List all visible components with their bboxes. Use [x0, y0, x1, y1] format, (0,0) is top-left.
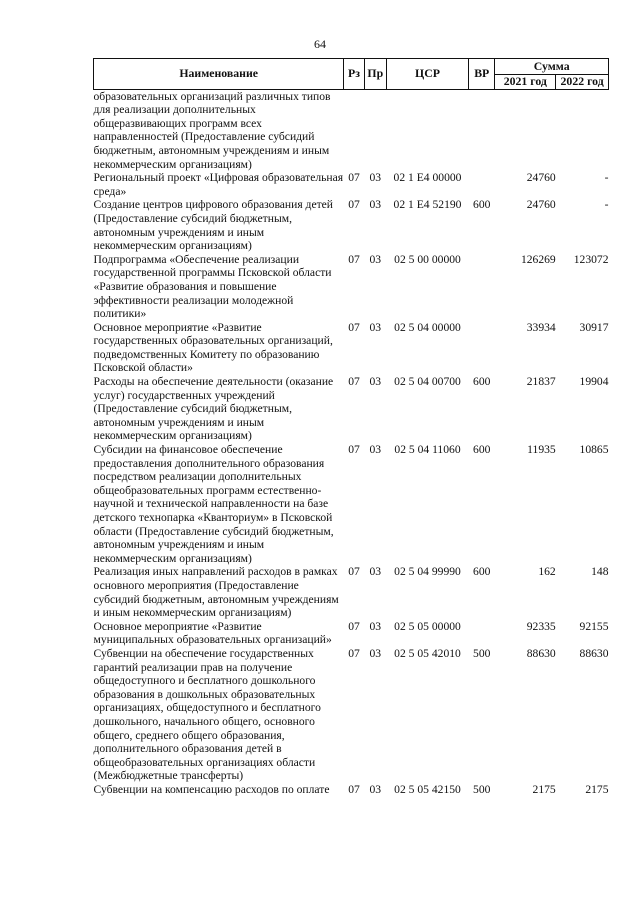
page-number: 64: [314, 37, 326, 51]
row-csr: 02 1 Е4 00000: [393, 171, 462, 185]
row-sum-2022: 123072: [573, 252, 609, 266]
row-csr: 02 5 00 00000: [394, 252, 461, 266]
row-sum-2021: 11935: [527, 443, 556, 457]
row-csr: 02 1 Е4 52190: [393, 198, 462, 212]
row-sum-2021: 24760: [526, 198, 556, 212]
row-rz: 07: [348, 198, 360, 212]
row-sum-2021: 33934: [526, 320, 556, 334]
row-rz: 07: [348, 171, 360, 185]
table-row: [94, 647, 609, 783]
row-sum-2022: -: [604, 198, 609, 212]
row-rz: 07: [348, 320, 360, 334]
row-pr: 03: [369, 375, 382, 389]
row-csr: 02 5 04 00700: [394, 375, 461, 389]
row-pr: 03: [369, 443, 382, 457]
table-row: [94, 375, 609, 443]
row-sum-2022: 92155: [579, 619, 609, 633]
row-rz: 07: [348, 646, 360, 660]
row-vr: [469, 89, 495, 171]
row-vr: 500: [473, 782, 491, 796]
header-name: Наименование: [94, 59, 344, 90]
row-sum-2021: 162: [538, 565, 556, 579]
row-name: Реализация иных направлений расходов в рамках основного мероприятия (Предоставление субсидий бюджетным, автономным учреждениям и иным некоммерческим организациям): [93, 565, 339, 620]
row-sum-2022: 30917: [579, 320, 609, 334]
row-csr: 02 5 04 99990: [394, 565, 461, 579]
row-pr: 03: [369, 320, 382, 334]
row-sum-2021: [495, 89, 556, 171]
header-sum: Сумма: [495, 59, 609, 75]
row-pr: 03: [369, 646, 382, 660]
table-row: [94, 565, 609, 619]
table-body: [94, 89, 609, 796]
row-rz: 07: [348, 375, 360, 389]
table-row: [94, 89, 609, 171]
table-row: [94, 443, 609, 565]
row-vr: 500: [473, 646, 491, 660]
row-sum-2022: 88630: [579, 646, 609, 660]
row-sum-2021: 2175: [532, 782, 556, 796]
row-pr: 03: [369, 565, 382, 579]
row-vr: [469, 620, 495, 647]
row-rz: 07: [348, 782, 360, 796]
row-sum-2022: [556, 89, 609, 171]
row-name: образовательных организаций различных типов для реализации дополнительных общеразвивающих программ всех направленностей (Предоставление субсидий бюджетным, автономным учреждениям и иным некоммерческим организациям): [93, 89, 331, 171]
row-vr: 600: [473, 443, 491, 457]
row-csr: 02 5 05 42150: [394, 782, 461, 796]
row-pr: 03: [369, 619, 382, 633]
row-vr: [469, 171, 495, 198]
table-row: [94, 198, 609, 252]
header-pr: Пр: [364, 59, 386, 90]
header-rz: Рз: [344, 59, 364, 90]
table-header: [94, 59, 609, 90]
row-name: Субвенции на компенсацию расходов по оплате: [93, 782, 330, 796]
row-pr: 03: [369, 198, 382, 212]
table-row: [94, 253, 609, 321]
row-rz: 07: [348, 252, 360, 266]
row-name: Региональный проект «Цифровая образовательная среда»: [93, 171, 344, 198]
row-vr: [469, 321, 495, 375]
row-vr: 600: [473, 198, 491, 212]
header-vr: ВР: [469, 59, 495, 90]
row-pr: [364, 89, 386, 171]
row-sum-2021: 21837: [526, 375, 556, 389]
row-rz: [344, 89, 364, 171]
table-row: [94, 321, 609, 375]
row-name: Создание центров цифрового образования детей (Предоставление субсидий бюджетным, автономным учреждениям и иным некоммерческим организациям): [93, 198, 334, 253]
row-name: Субвенции на обеспечение государственных гарантий реализации прав на получение общедоступного и бесплатного дошкольного образования в дошкольных образовательных организациях, общедоступного и бесплатного дошкольного, начального общего, основного общего, среднего общего образования, дополнительного образования детей в общеобразовательных организациях области (Межбюджетные трансферты): [93, 646, 321, 783]
table-row: [94, 171, 609, 198]
row-name: Основное мероприятие «Развитие муниципальных образовательных организаций»: [93, 619, 332, 647]
row-rz: 07: [348, 619, 360, 633]
row-sum-2021: 88630: [526, 646, 556, 660]
row-sum-2021: 92335: [526, 619, 556, 633]
row-sum-2022: 2175: [585, 782, 609, 796]
row-csr: 02 5 05 00000: [394, 619, 461, 633]
row-vr: [469, 253, 495, 321]
row-pr: 03: [369, 171, 382, 185]
row-rz: 07: [348, 443, 360, 457]
row-csr: 02 5 04 00000: [394, 320, 461, 334]
row-name: Основное мероприятие «Развитие государственных образовательных организаций, подведомственных Комитету по образованию Псковской области»: [93, 320, 333, 375]
table-row: [94, 620, 609, 647]
row-vr: 600: [473, 375, 491, 389]
row-sum-2021: 24760: [526, 171, 556, 185]
row-sum-2022: 10865: [579, 443, 609, 457]
row-csr: 02 5 05 42010: [394, 646, 461, 660]
row-vr: 600: [473, 565, 491, 579]
row-rz: 07: [348, 565, 360, 579]
row-csr: 02 5 04 11060: [394, 443, 461, 457]
budget-table: [93, 58, 609, 796]
header-csr: ЦСР: [386, 59, 468, 90]
row-sum-2022: 148: [591, 565, 609, 579]
row-csr: [386, 89, 468, 171]
row-pr: 03: [369, 782, 382, 796]
row-name: Субсидии на финансовое обеспечение предоставления дополнительного образования посредством реализации дополнительных общеобразовательных программ естественно-научной и технической направленности на базе детского технопарка «Кванториум» в Псковской области (Предоставление субсидий бюджетным, автономным учреждениям и иным некоммерческим организациям): [93, 443, 334, 565]
row-name: Расходы на обеспечение деятельности (оказание услуг) государственных учреждений (Предоставление субсидий бюджетным, автономным учреждениям и иным некоммерческим организациям): [93, 375, 334, 443]
row-sum-2022: 19904: [579, 375, 609, 389]
row-sum-2021: 126269: [520, 252, 556, 266]
header-year-2021: 2021 год: [495, 75, 556, 90]
row-sum-2022: -: [604, 171, 609, 185]
row-pr: 03: [369, 252, 382, 266]
row-name: Подпрограмма «Обеспечение реализации государственной программы Псковской области «Развитие образования и повышение эффективности реализации молодежной политики»: [93, 252, 332, 321]
header-year-2022: 2022 год: [556, 75, 609, 90]
budget-table-container: [93, 58, 609, 796]
table-row: [94, 783, 609, 797]
